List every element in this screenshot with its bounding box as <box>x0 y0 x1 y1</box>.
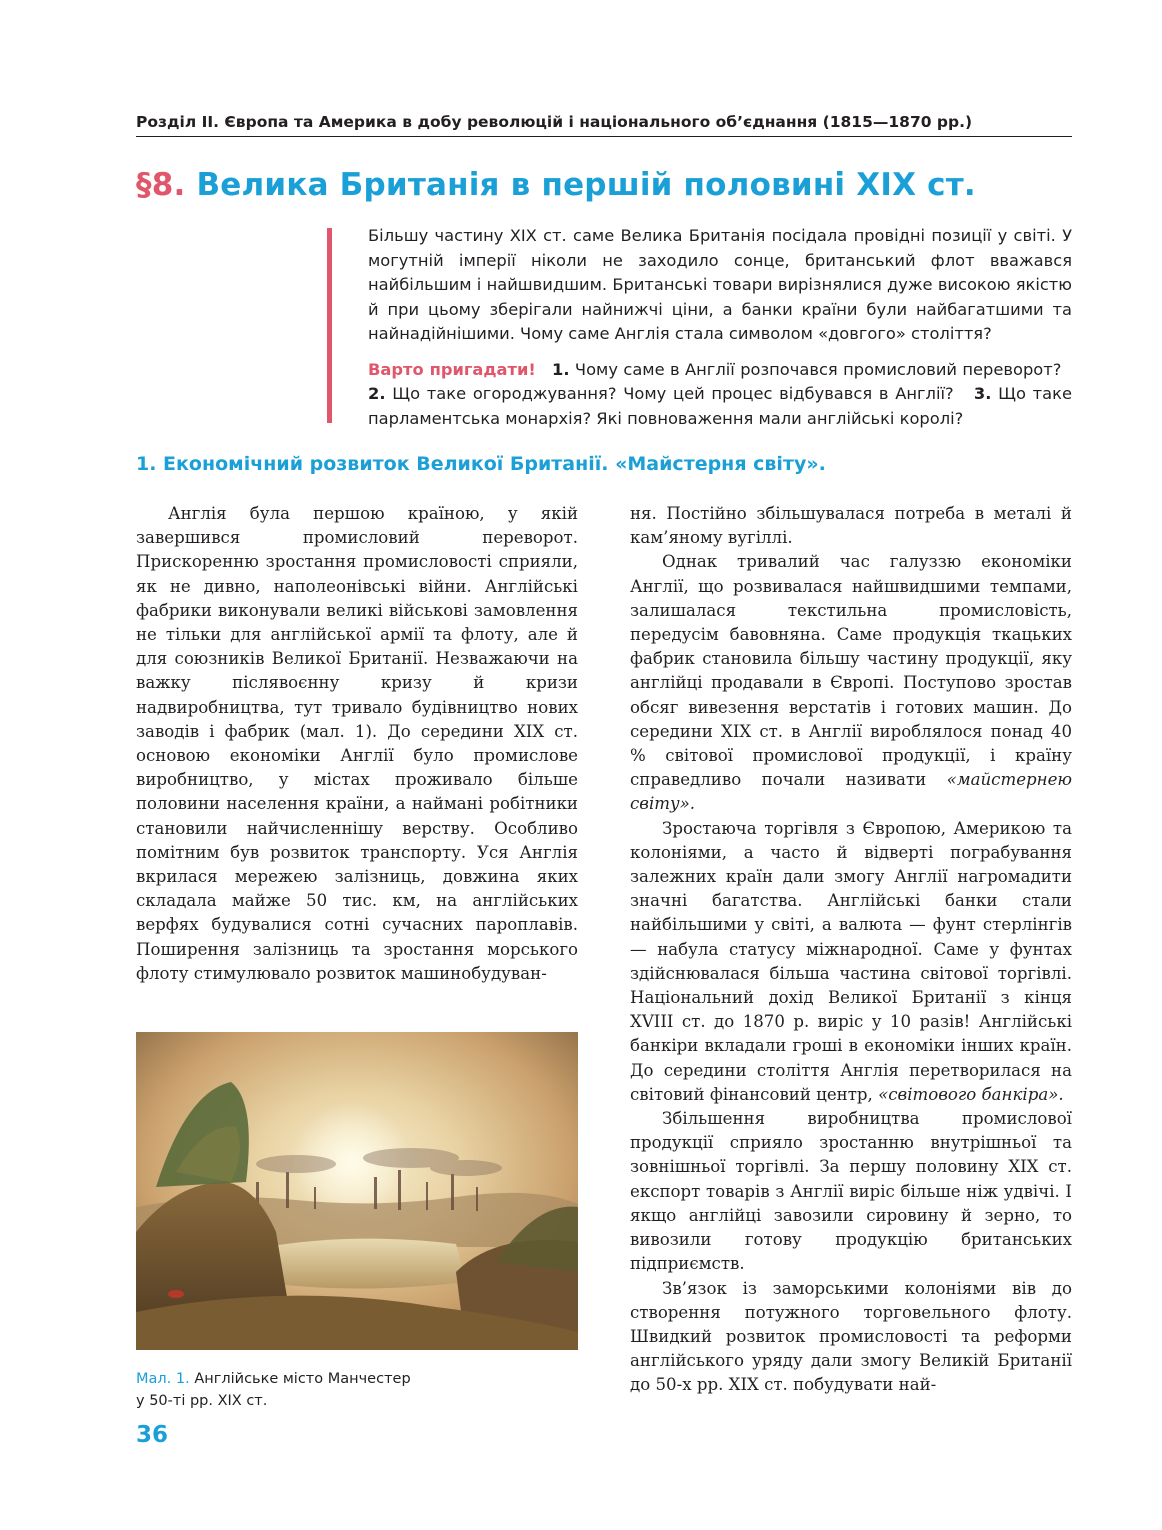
page-title <box>136 167 976 203</box>
intro-paragraph: Більшу частину ХІХ ст. саме Велика Британія посідала провідні позиції у світі. У могутній імперії ніколи не заходило сонце, британський флот вважався найбільшим і найшвидшим. Британські товари вирізнялися дуже високою якістю й при цьому зберігали найнижчі ціни, а банки країни були найбагатшими та найнадійнішими. Чому саме Англія стала символом «довгого» століття? <box>368 226 1072 343</box>
body-text: Однак тривалий час галуззю економіки Англії, що розвивалася найшвидшими темпами, залишалася текстильна промисловість, передусім бавовняна. Саме продукція ткацьких фабрик становила більшу частину продукції, яку англійці продавали в Європі. Поступово зростав обсяг вивезення верстатів і готових машин. До середини ХІХ ст. в Англії вироблялося понад 40 % світової промислової продукції, і країну справедливо почали називати <box>630 552 1072 790</box>
body-paragraph: Зв’язок із заморськими колоніями вів до створення потужного торговельного флоту. Швидкий розвиток промисловості та реформи англійського уряду дали змогу Великій Британії до 50-х рр. ХІХ ст. побудувати най- <box>630 1278 1072 1395</box>
recall-label: Варто пригадати! <box>368 359 536 379</box>
question-3: Що таке парламентська монархія? Які повноваження мали англійські королі? <box>368 384 1072 428</box>
caption-text-2: у 50-ті рр. ХІХ ст. <box>136 1393 268 1409</box>
body-text: Зростаюча торгівля з Європою, Америкою та колоніями, а часто й відверті пограбування залежних країн дали змогу Англії нагромадити значні багатства. Англійські банки стали найбільшими у світі, а валюта — фунт стерлінгів — набула статусу міжнародної. Саме у фунтах здійснювалася більша частина світової торгівлі. Національний дохід Великої Британії з кінця XVIII ст. до 1870 р. виріс у 10 разів! Англійські банкіри вкладали гроші в економіки інших країн. До середини століття Англія перетворилася на світовий фінансовий центр, <box>630 818 1072 1104</box>
intro-accent-bar <box>327 228 332 423</box>
right-column <box>630 502 1072 1398</box>
paragraph-number: §8. <box>136 167 186 203</box>
question-2-number: 2. <box>368 384 386 403</box>
section-heading: 1. Економічний розвиток Великої Британії. «Майстерня світу». <box>136 453 826 475</box>
running-head: Розділ ІІ. Європа та Америка в добу революцій і національного об’єднання (1815—1870 рр.) <box>136 113 973 131</box>
caption-label: Мал. 1. <box>136 1371 190 1387</box>
emphasis-banker: «світового банкіра». <box>878 1084 1064 1104</box>
body-paragraph: ня. Постійно збільшувалася потреба в металі й кам’яному вугіллі. <box>630 504 1072 548</box>
question-2: Що таке огороджування? Чому цей процес відбувався в Англії? <box>392 384 954 403</box>
intro-box <box>368 224 1072 431</box>
body-paragraph <box>630 550 1072 816</box>
left-column <box>136 502 578 986</box>
title-text: Велика Британія в першій половині ХІХ ст. <box>196 167 976 203</box>
header-rule <box>136 136 1072 137</box>
question-3-number: 3. <box>973 384 992 403</box>
manchester-painting <box>136 1032 578 1350</box>
figure-caption <box>136 1368 578 1412</box>
page-number: 36 <box>136 1422 169 1448</box>
caption-text-1: Англійське місто Манчестер <box>194 1371 411 1387</box>
question-1: Чому саме в Англії розпочався промисловий переворот? <box>574 359 1062 379</box>
body-paragraph: Збільшення виробництва промислової продукції сприяло зростанню внутрішньої та зовнішньої торгівлі. За першу половину ХІХ ст. експорт товарів з Англії виріс більше ніж удвічі. І якщо англійці завозили сировину й зерно, то вивозили готову продукцію британських підприємств. <box>630 1109 1072 1274</box>
question-1-number: 1. <box>552 359 570 379</box>
emphasis-workshop: «майстернею світу». <box>630 770 1072 814</box>
body-paragraph: Англія була першою країною, у якій завершився промисловий переворот. Прискоренню зростання промисловості сприяли, як не дивно, наполеонівські війни. Англійські фабрики виконували великі військові замовлення не тільки для англійської армії та флоту, але й для союзників Великої Британії. Незважаючи на важку післявоєнну кризу й кризи надвиробництва, тут тривало будівництво нових заводів і фабрик (мал. 1). До середини ХІХ ст. основою економіки Англії було промислове виробництво, у містах проживало більше половини населення країни, а наймані робітники становили найчисленнішу верству. Особливо помітним був розвиток транспорту. Уся Англія вкрилася мережею залізниць, довжина яких складала майже 50 тис. км, на англійських верфях будувалися сотні сучасних пароплавів. Поширення залізниць та зростання морського флоту стимулювало розвиток машинобудуван- <box>136 504 578 983</box>
body-paragraph <box>630 817 1072 1107</box>
recall-questions <box>368 358 1072 432</box>
